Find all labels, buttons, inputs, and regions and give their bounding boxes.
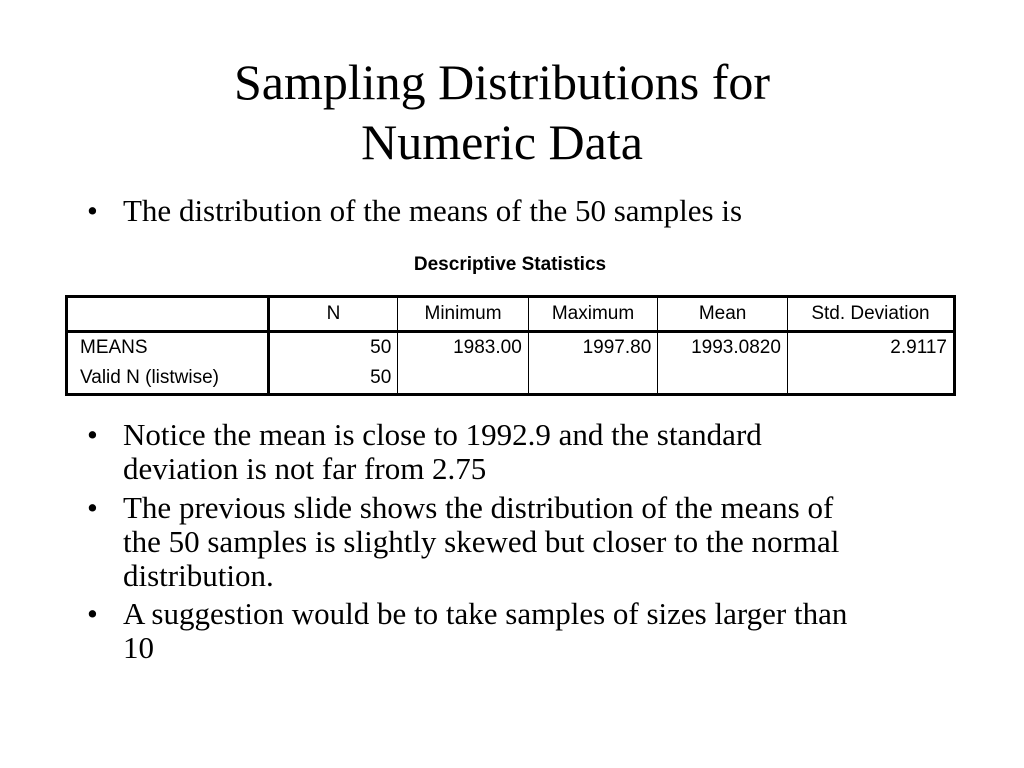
table-row <box>67 363 955 395</box>
column-header: Mean <box>658 297 788 332</box>
table-cell: 50 <box>268 363 398 395</box>
table-cell <box>658 363 788 395</box>
column-header: Maximum <box>528 297 658 332</box>
descriptive-statistics-table <box>65 295 956 396</box>
table-cell: 2.9117 <box>787 332 954 364</box>
bullet-line: deviation is not far from 2.75 <box>123 451 487 486</box>
bullet-dot: • <box>87 596 98 631</box>
table-caption: Descriptive Statistics <box>413 254 607 275</box>
bullet-dot: • <box>87 490 98 525</box>
table-cell: 1997.80 <box>528 332 658 364</box>
bullet-line: distribution. <box>123 558 274 593</box>
bullet-line: the 50 samples is slightly skewed but closer to the normal <box>123 524 840 559</box>
table-cell <box>787 363 954 395</box>
slide-title <box>0 52 1004 172</box>
header-corner-cell <box>67 297 269 332</box>
table-row <box>67 332 955 364</box>
slide-title-line-1: Sampling Distributions for <box>233 54 771 110</box>
bullet-line: Notice the mean is close to 1992.9 and the standard <box>123 417 762 452</box>
row-label: Valid N (listwise) <box>67 363 269 395</box>
bullet-line: The previous slide shows the distribution of the means of <box>123 490 834 525</box>
bullet-dot: • <box>87 417 98 452</box>
column-header: Minimum <box>398 297 528 332</box>
table-cell <box>528 363 658 395</box>
bullet-line: 10 <box>123 630 154 665</box>
column-header: N <box>268 297 398 332</box>
slide-title-line-2: Numeric Data <box>361 114 643 170</box>
table-cell: 1983.00 <box>398 332 528 364</box>
column-header: Std. Deviation <box>787 297 954 332</box>
table-header-row <box>67 297 955 332</box>
table-cell <box>398 363 528 395</box>
bullet-dot: • <box>87 193 98 228</box>
intro-bullet-text: The distribution of the means of the 50 samples is <box>123 193 743 228</box>
table-cell: 1993.0820 <box>658 332 788 364</box>
bullet-line: A suggestion would be to take samples of sizes larger than <box>123 596 848 631</box>
table-cell: 50 <box>268 332 398 364</box>
row-label: MEANS <box>67 332 269 364</box>
